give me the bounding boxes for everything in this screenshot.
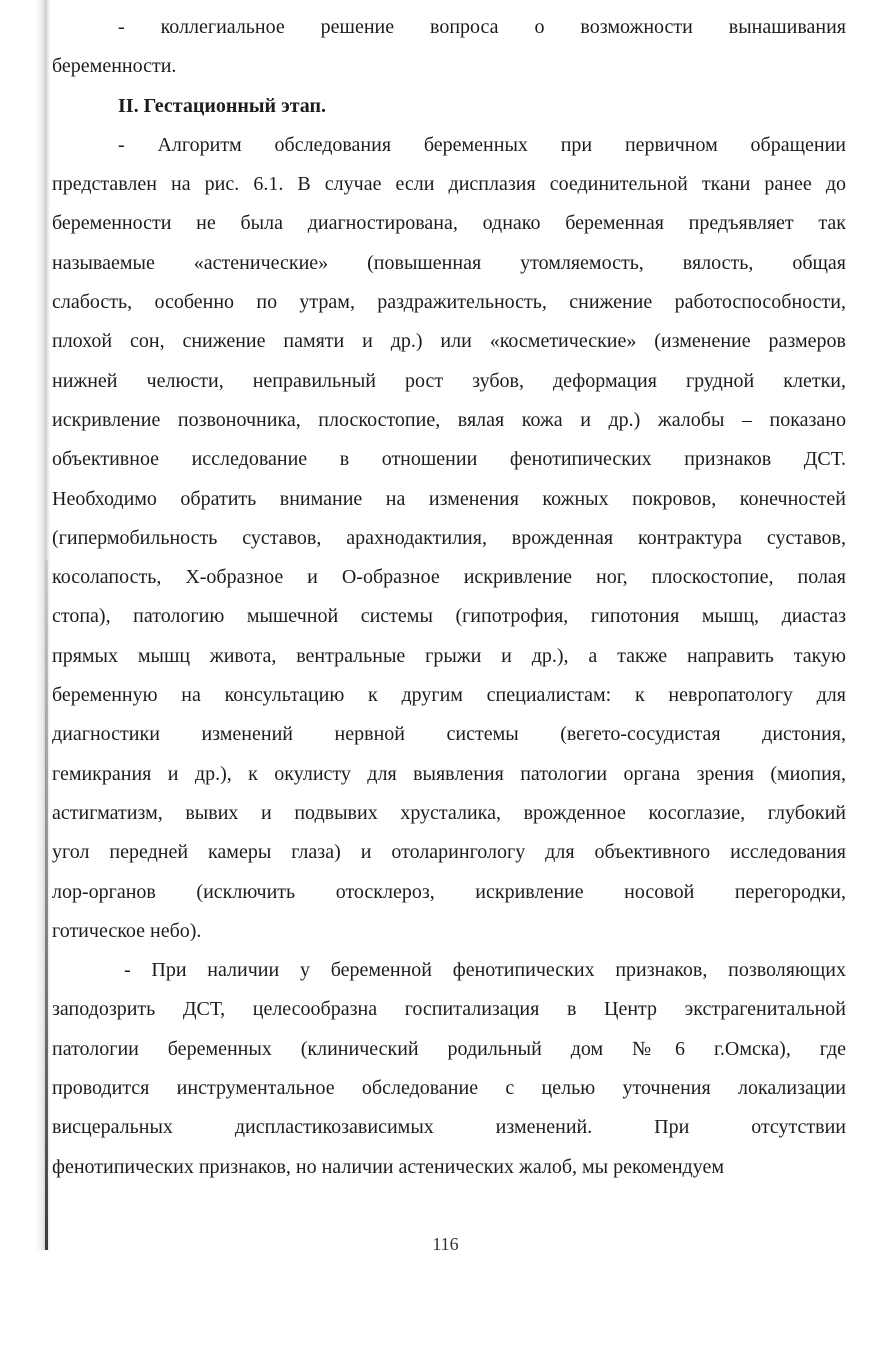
- text-line: беременности не была диагностирована, однако беременная предъявляет так: [52, 212, 846, 235]
- text-line: беременности.: [52, 55, 177, 78]
- text-line: прямых мышц живота, вентральные грыжи и др.), а также направить такую: [52, 644, 846, 667]
- text-line: беременную на консультацию к другим специалистам: к невропатологу для: [52, 684, 846, 707]
- text-line: угол передней камеры глаза) и отоларингологу для объективного исследования: [52, 841, 846, 864]
- text-line: (гипермобильность суставов, арахнодактилия, врожденная контрактура суставов,: [52, 526, 846, 549]
- page-number: 116: [432, 1234, 459, 1254]
- text-line: слабость, особенно по утрам, раздражительность, снижение работоспособности,: [52, 291, 846, 314]
- text-line: плохой сон, снижение памяти и др.) или «косметические» (изменение размеров: [52, 330, 846, 353]
- text-line: представлен на рис. 6.1. В случае если дисплазия соединительной ткани ранее до: [52, 173, 846, 196]
- text-line: астигматизм, вывих и подвывих хрусталика, врожденное косоглазие, глубокий: [52, 801, 846, 824]
- text-line: искривление позвоночника, плоскостопие, вялая кожа и др.) жалобы – показано: [52, 408, 846, 431]
- text-line: нижней челюсти, неправильный рост зубов, деформация грудной клетки,: [52, 369, 846, 392]
- text-line: - Алгоритм обследования беременных при первичном обращении: [118, 133, 846, 156]
- text-line: лор-органов (исключить отосклероз, искривление носовой перегородки,: [52, 880, 846, 903]
- text-line: проводится инструментальное обследование с целью уточнения локализации: [52, 1077, 846, 1100]
- text-line: гемикрания и др.), к окулисту для выявления патологии органа зрения (миопия,: [52, 762, 846, 785]
- text-line: - коллегиальное решение вопроса о возможности вынашивания: [118, 16, 846, 38]
- text-line: объективное исследование в отношении фенотипических признаков ДСТ.: [52, 448, 846, 471]
- text-line: называемые «астенические» (повышенная утомляемость, вялость, общая: [52, 251, 846, 274]
- text-line: стопа), патологию мышечной системы (гипотрофия, гипотония мышц, диастаз: [52, 605, 846, 628]
- text-line: - При наличии у беременной фенотипических признаков, позволяющих: [124, 959, 846, 982]
- text-line: заподозрить ДСТ, целесообразна госпитализация в Центр экстрагенитальной: [52, 998, 846, 1021]
- text-line: фенотипических признаков, но наличии астенических жалоб, мы рекомендуем: [52, 1155, 725, 1178]
- text-line: патологии беременных (клинический родильный дом №6 г.Омска), где: [52, 1037, 846, 1060]
- text-line: готическое небо).: [52, 919, 202, 942]
- section-heading: II. Гестационный этап.: [118, 94, 327, 117]
- page-text: [52, 8, 846, 1187]
- text-line: косолапость, Х-образное и О-образное искривление ног, плоскостопие, полая: [52, 566, 846, 589]
- binding-edge-line: [45, 560, 48, 1250]
- text-line: диагностики изменений нервной системы (вегето-сосудистая дистония,: [52, 723, 846, 746]
- text-line: висцеральных диспластикозависимых изменений. При отсутствии: [52, 1116, 846, 1139]
- text-line: Необходимо обратить внимание на изменения кожных покровов, конечностей: [52, 487, 846, 510]
